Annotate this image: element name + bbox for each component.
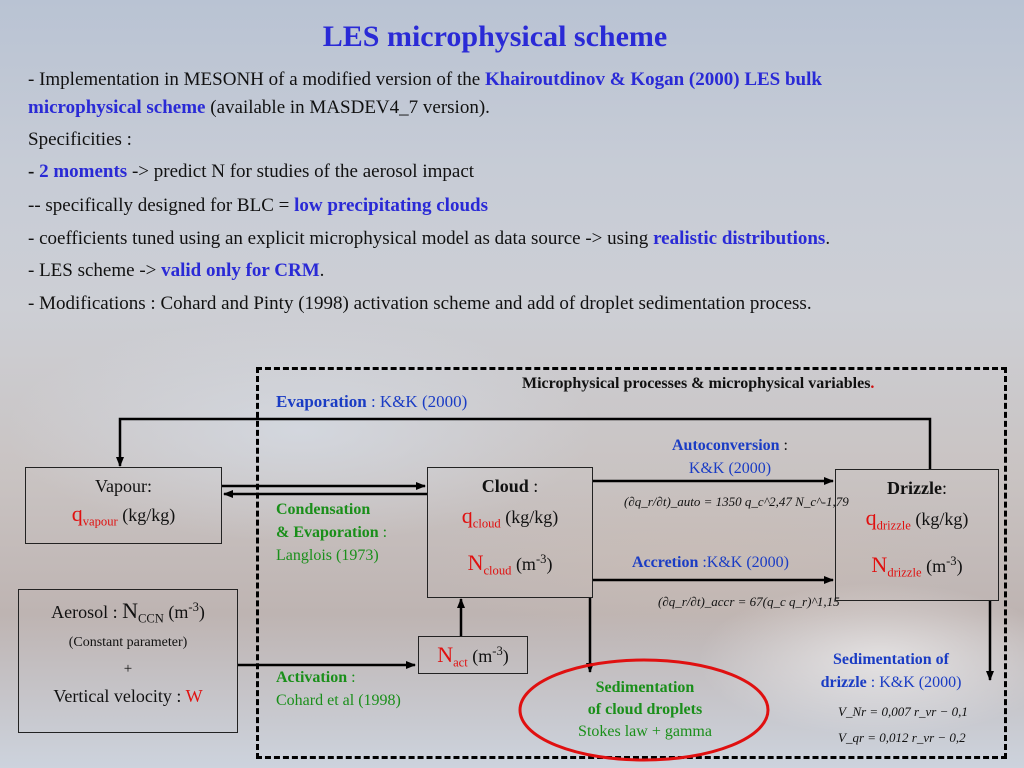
nact-sub: act <box>453 655 468 670</box>
eq-vq-lhs: V_qr <box>838 730 864 745</box>
text-segment: Specificities : <box>28 129 132 150</box>
cloud-n-sub: cloud <box>483 563 512 578</box>
cloud-n-unit: (m <box>511 553 536 574</box>
drizzle-title <box>836 478 998 499</box>
cloud-title <box>428 476 592 497</box>
aerosol-velocity-w: W <box>185 685 203 706</box>
sed-drizzle-ref: : K&K (2000) <box>866 674 962 691</box>
accretion-ref: :K&K (2000) <box>698 554 789 571</box>
aerosol-title-text: Aerosol : <box>51 602 123 622</box>
cloud-title-text: Cloud <box>481 476 529 496</box>
text-segment: (available in MASDEV4_7 version). <box>205 97 490 118</box>
drizzle-q-variable <box>836 505 998 534</box>
cloud-n-exp: -3 <box>535 551 547 566</box>
sed-cloud-line1: Sedimentation <box>595 679 695 696</box>
activation-name: Activation <box>276 669 348 686</box>
cloud-box <box>427 467 593 598</box>
condensation-label <box>276 498 387 567</box>
cloud-colon: : <box>528 476 539 496</box>
eq-auto-rhs: = 1350 q_c^2,47 N_c^-1,79 <box>703 494 849 509</box>
aerosol-constant: (Constant parameter) <box>68 634 188 650</box>
cloud-n-variable <box>428 550 592 579</box>
autoconversion-label <box>640 434 820 480</box>
frame-title <box>522 375 874 393</box>
frame-title-text: Microphysical processes & microphysical variables <box>522 375 871 392</box>
vapour-sub: vapour <box>82 514 118 529</box>
drizzle-q-unit: (kg/kg) <box>910 509 969 529</box>
drizzle-n-close: ) <box>956 555 963 576</box>
autoconversion-colon: : <box>779 437 788 454</box>
highlight-text: realistic distributions <box>653 228 826 249</box>
cloud-n-var: N <box>467 549 484 575</box>
autoconversion-ref: K&K (2000) <box>688 460 772 477</box>
eq-auto-lhs: (∂q_r/∂t)_auto <box>624 494 701 509</box>
highlight-text: Khairoutdinov & Kogan (2000) LES bulk <box>484 69 822 90</box>
text-segment: -- specifically designed for BLC = <box>28 195 295 216</box>
text-segment: - LES scheme -> <box>28 260 162 281</box>
page-title: LES microphysical scheme <box>322 20 668 53</box>
highlight-text: microphysical scheme <box>28 97 206 118</box>
sedimentation-cloud-label <box>540 677 750 743</box>
activation-label <box>276 666 401 712</box>
drizzle-n-unit: (m <box>921 555 947 576</box>
aerosol-n-unit: (m <box>163 602 189 622</box>
accretion-name: Accretion <box>632 554 699 571</box>
sed-cloud-line2: of cloud droplets <box>587 701 703 718</box>
drizzle-q-var: q <box>865 505 877 530</box>
nact-variable <box>419 642 527 671</box>
cloud-q-unit: (kg/kg) <box>500 507 559 527</box>
nact-close: ) <box>502 646 509 666</box>
accretion-equation <box>658 594 840 610</box>
drizzle-title-text: Drizzle <box>887 478 942 498</box>
evaporation-ref: : K&K (2000) <box>366 392 468 411</box>
condensation-line2: & Evaporation <box>276 524 379 541</box>
vapour-variable <box>26 501 221 530</box>
evaporation-name: Evaporation <box>276 392 367 411</box>
aerosol-n-close: ) <box>198 602 205 622</box>
drizzle-n-variable <box>836 552 998 581</box>
aerosol-velocity-text: Vertical velocity : <box>53 685 186 706</box>
eq-vq-rhs: = 0,012 r_vr − 0,2 <box>867 730 966 745</box>
drizzle-box <box>835 469 999 601</box>
highlight-text: valid only for CRM <box>161 260 320 281</box>
sed-drizzle-line1: Sedimentation of <box>833 651 949 668</box>
condensation-colon: : <box>378 524 388 541</box>
text-segment: -> predict N for studies of the aerosol impact <box>127 161 475 182</box>
activation-colon: : <box>347 669 356 686</box>
aerosol-n-sub: CCN <box>137 611 164 626</box>
drizzle-n-var: N <box>871 551 888 577</box>
evaporation-label <box>276 392 467 412</box>
accretion-label <box>632 554 789 572</box>
drizzle-n-sub: drizzle <box>887 565 922 580</box>
activation-ref: Cohard et al (1998) <box>276 692 401 709</box>
drizzle-q-sub: drizzle <box>876 518 911 533</box>
vapour-unit: (kg/kg) <box>117 505 176 525</box>
text-segment: - <box>28 161 40 182</box>
text-segment: - Modifications : Cohard and Pinty (1998) activation scheme and add of droplet sedimentation process. <box>28 293 812 314</box>
eq-accr-rhs: = 67(q_c q_r)^1,15 <box>737 594 840 609</box>
nact-box <box>418 636 528 674</box>
cloud-n-close: ) <box>546 553 553 574</box>
condensation-ref: Langlois (1973) <box>276 547 379 564</box>
sed-drizzle-line2: drizzle <box>820 674 867 691</box>
vapour-box <box>25 467 222 544</box>
drizzle-n-exp: -3 <box>946 553 957 568</box>
nact-var: N <box>437 642 454 667</box>
text-segment: . <box>319 260 325 281</box>
aerosol-plus: + <box>123 660 133 677</box>
velocity-q-equation <box>838 730 966 746</box>
vapour-var: q <box>71 501 83 526</box>
cloud-q-variable <box>428 503 592 532</box>
aerosol-velocity <box>19 686 237 707</box>
eq-vn-lhs: V_Nr <box>838 704 867 719</box>
nact-exp: -3 <box>492 644 503 658</box>
frame-title-dot: . <box>870 375 875 392</box>
highlight-text: low precipitating clouds <box>294 195 488 216</box>
drizzle-colon: : <box>941 478 947 498</box>
eq-accr-lhs: (∂q_r/∂t)_accr <box>658 594 735 609</box>
cloud-q-var: q <box>461 503 473 528</box>
highlight-text: 2 moments <box>39 161 128 182</box>
text-segment: . <box>825 228 831 249</box>
cloud-q-sub: cloud <box>472 516 501 531</box>
autoconversion-equation <box>624 494 849 510</box>
eq-vn-rhs: = 0,007 r_vr − 0,1 <box>869 704 968 719</box>
sedimentation-drizzle-label <box>796 648 986 694</box>
condensation-line1: Condensation <box>276 501 371 518</box>
text-segment: - coefficients tuned using an explicit microphysical model as data source -> using <box>28 228 654 249</box>
autoconversion-name: Autoconversion <box>671 437 780 454</box>
text-segment: - Implementation in MESONH of a modified version of the <box>28 69 485 90</box>
aerosol-box <box>18 589 238 733</box>
aerosol-n-var: N <box>122 598 138 623</box>
velocity-n-equation <box>838 704 968 720</box>
nact-unit: (m <box>467 646 493 666</box>
vapour-title: Vapour: <box>95 476 152 496</box>
aerosol-title <box>19 598 237 627</box>
sed-cloud-line3: Stokes law + gamma <box>578 723 712 740</box>
aerosol-n-exp: -3 <box>188 600 199 614</box>
